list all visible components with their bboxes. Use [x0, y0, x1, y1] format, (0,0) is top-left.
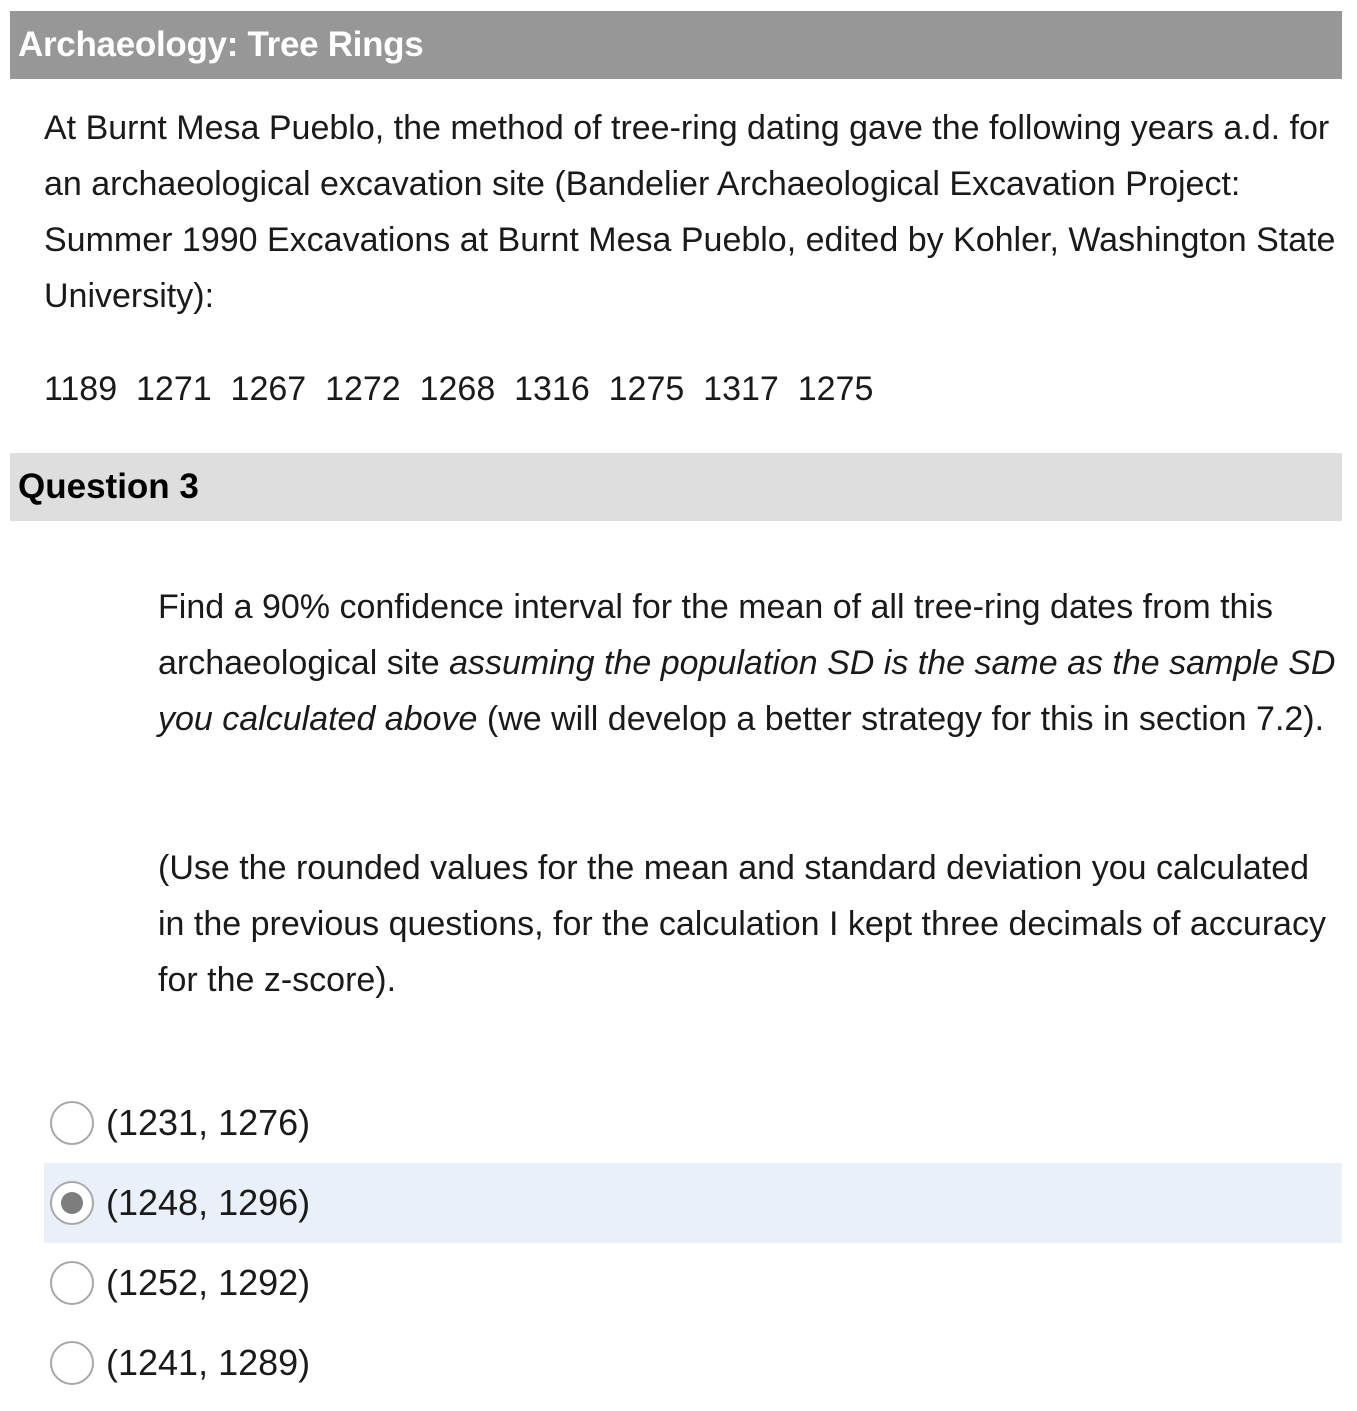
answer-label: (1241, 1289): [106, 1342, 311, 1383]
radio-button[interactable]: [50, 1101, 94, 1145]
answer-label: (1231, 1276): [106, 1102, 311, 1143]
answer-option-1[interactable]: [44, 1083, 1342, 1163]
section-title: Archaeology: Tree Rings: [10, 11, 1342, 79]
answer-label: (1252, 1292): [106, 1262, 311, 1303]
answer-option-4[interactable]: [44, 1323, 1342, 1403]
tree-ring-values: 1189 1271 1267 1272 1268 1316 1275 1317 1275: [44, 370, 874, 408]
answer-option-2[interactable]: [44, 1163, 1342, 1243]
answer-options: [44, 1083, 1342, 1403]
question-note: (Use the rounded values for the mean and standard deviation you calculated in the previous questions, for the calculation I kept three decimals of accuracy for the z-score).: [158, 849, 1326, 999]
radio-button[interactable]: [50, 1261, 94, 1305]
question-title: Question 3: [10, 453, 1342, 521]
radio-button[interactable]: [50, 1181, 94, 1225]
answer-label: (1248, 1296): [106, 1182, 311, 1223]
prompt-end: (we will develop a better strategy for this in section 7.2).: [477, 700, 1325, 738]
question-prompt: [158, 579, 1338, 747]
answer-option-3[interactable]: [44, 1243, 1342, 1323]
prompt-start: Find a 90% confidence interval for the mean of all tree-ring dates from this archaeological site: [158, 588, 1274, 682]
intro-text: At Burnt Mesa Pueblo, the method of tree-ring dating gave the following years a.d. for an archaeological excavation site (Bandelier Archaeological Excavation Project: Summer 1990 Excavations at Burnt Mesa Pueblo, edited by Kohler, Washington State University):: [44, 109, 1336, 315]
radio-button[interactable]: [50, 1341, 94, 1385]
prompt-italic: assuming the population SD is the same as the sample SD you calculated above: [158, 644, 1336, 738]
radio-dot-icon: [61, 1192, 83, 1214]
